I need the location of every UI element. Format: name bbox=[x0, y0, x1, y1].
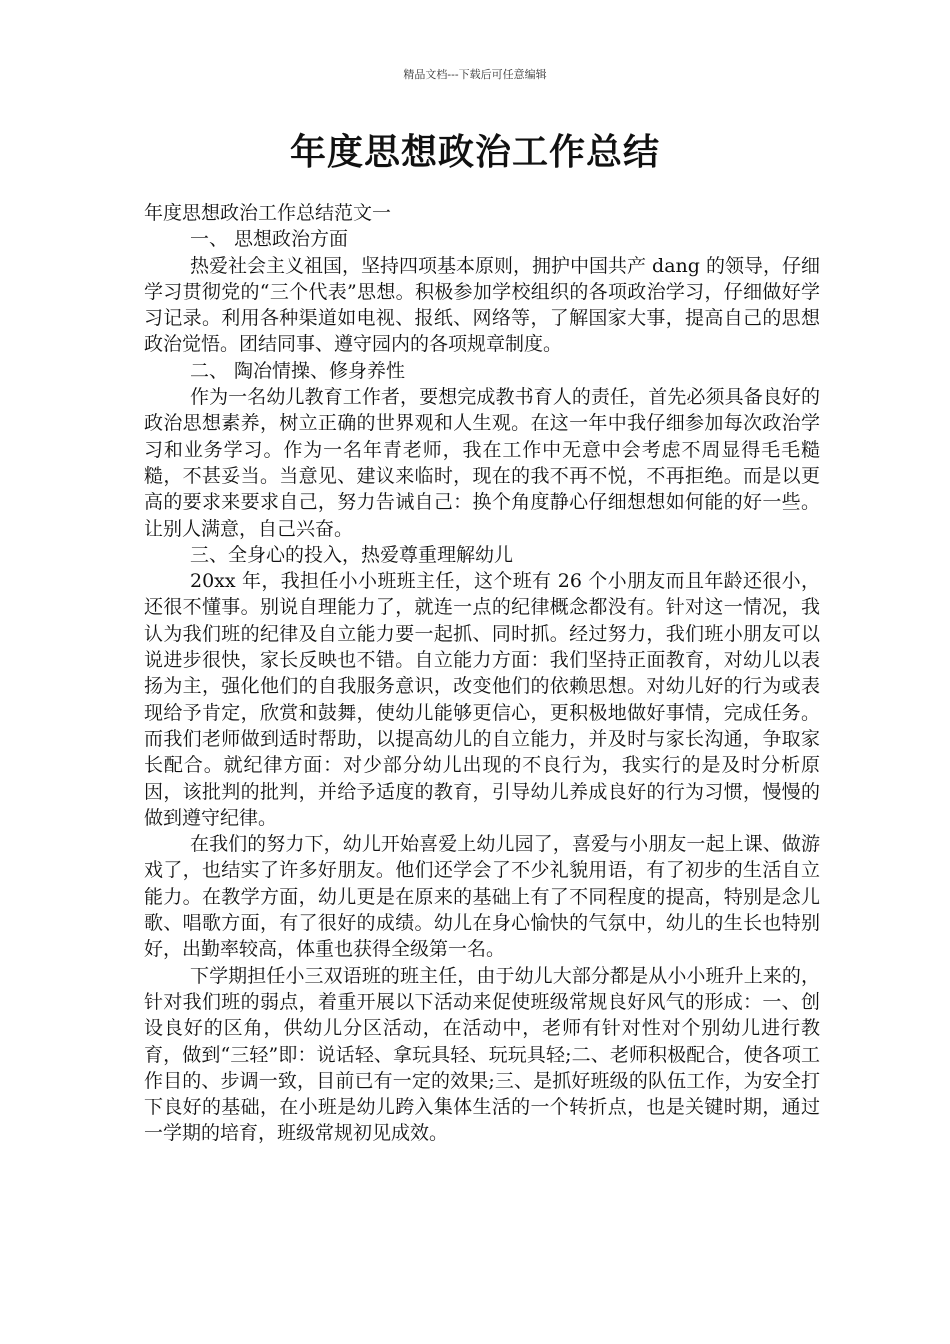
section-heading: 三、全身心的投入，热爱尊重理解幼儿 bbox=[190, 543, 514, 566]
header-note: 精品文档---下载后可任意编辑 bbox=[403, 68, 547, 81]
paragraph: 20xx 年，我担任小小班班主任，这个班有 26 个小朋友而且年龄还很小，还很不懂事。别说自理能力了，就连一点的纪律概念都没有。针对这一情况，我认为我们班的纪律及自立能力要一起抓、同时抓。经过努力，我们班小朋友可以说进步很快，家长反映也不错。自立能力方面：我们坚持正面教育，对幼儿以表扬为主，强化他们的自我服务意识，改变他们的依赖思想。对幼儿好的行为或表现给予肯定，欣赏和鼓舞，使幼儿能够更信心，更积极地做好事情，完成任务。而我们老师做到适时帮助，以提高幼儿的自立能力，并及时与家长沟通，争取家长配合。就纪律方面：对少部分幼儿出现的不良行为，我实行的是及时分析原因，该批判的批判，并给予适度的教育，引导幼儿养成良好的行为习惯，慢慢的做到遵守纪律。 bbox=[144, 570, 820, 829]
document-body bbox=[144, 200, 820, 1147]
page-title: 年度思想政治工作总结 bbox=[289, 132, 660, 173]
paragraph: 下学期担任小三双语班的班主任，由于幼儿大部分都是从小小班升上来的，针对我们班的弱点，着重开展以下活动来促使班级常规良好风气的形成：一、创设良好的区角，供幼儿分区活动，在活动中，老师有针对性对个别幼儿进行教育，做到“三轻”即：说话轻、拿玩具轻、玩玩具轻;二、老师积极配合，使各项工作目的、步调一致，目前已有一定的效果;三、是抓好班级的队伍工作，为安全打下良好的基础，在小班是幼儿跨入集体生活的一个转折点，也是关键时期，通过一学期的培育，班级常规初见成效。 bbox=[144, 964, 820, 1145]
paragraph: 作为一名幼儿教育工作者，要想完成教书育人的责任，首先必须具备良好的政治思想素养，树立正确的世界观和人生观。在这一年中我仔细参加每次政治学习和业务学习。作为一名年青老师，我在工作中无意中会考虑不周显得毛毛糙糙，不甚妥当。当意见、建议来临时，现在的我不再不悦，不再拒绝。而是以更高的要求来要求自己，努力告诫自己：换个角度静心仔细想想如何能的好一些。让别人满意，自己兴奋。 bbox=[144, 386, 820, 540]
paragraph: 年度思想政治工作总结范文一 bbox=[144, 202, 392, 224]
section-heading: 一、 思想政治方面 bbox=[190, 228, 349, 251]
section-heading: 二、 陶冶情操、修身养性 bbox=[190, 359, 406, 382]
paragraph: 在我们的努力下，幼儿开始喜爱上幼儿园了，喜爱与小朋友一起上课、做游戏了，也结实了许多好朋友。他们还学会了不少礼貌用语，有了初步的生活自立能力。在教学方面，幼儿更是在原来的基础上有了不同程度的提高，特别是念儿歌、唱歌方面，有了很好的成绩。幼儿在身心愉快的气氛中，幼儿的生长也特别好，出勤率较高，体重也获得全级第一名。 bbox=[144, 833, 820, 961]
paragraph: 热爱社会主义祖国，坚持四项基本原则，拥护中国共产 dang 的领导，仔细学习贯彻党的“三个代表”思想。积极参加学校组织的各项政治学习，仔细做好学习记录。利用各种渠道如电视、报纸、网络等，了解国家大事，提高自己的思想政治觉悟。团结同事、遵守园内的各项规章制度。 bbox=[144, 254, 820, 356]
